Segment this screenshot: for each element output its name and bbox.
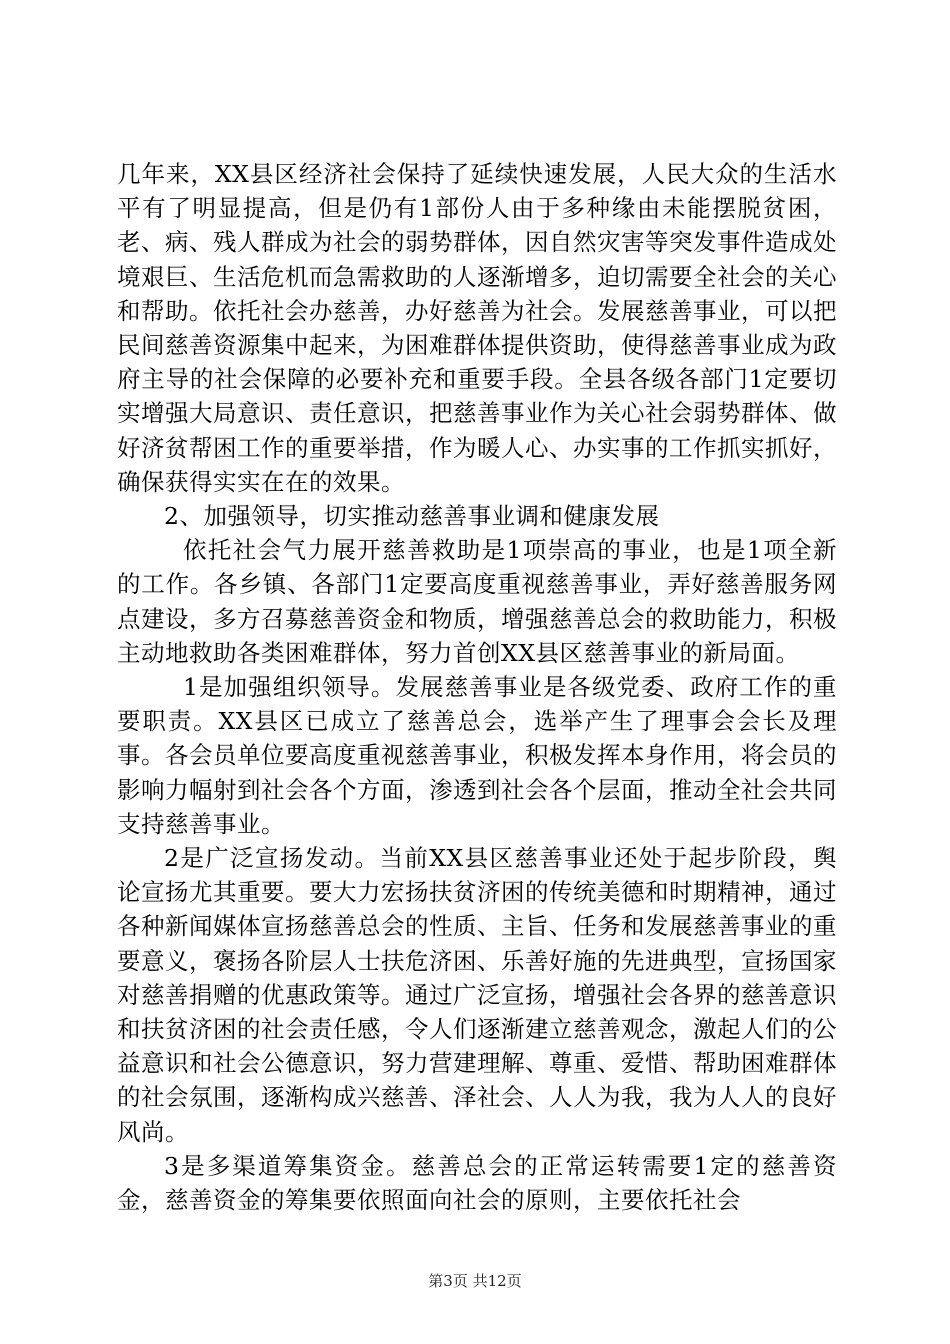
paragraph-publicity: 2是广泛宣扬发动。当前XX县区慈善事业还处于起步阶段，舆论宣扬尤其重要。要大力宏扬扶贫济困的传统美德和时期精神，通过各种新闻媒体宣扬慈善总会的性质、主旨、任务和发展慈善事业的重要意义，褒扬各阶层人士扶危济困、乐善好施的先进典型，宣扬国家对慈善捐赠的优惠政策等。通过广泛宣扬，增强社会各界的慈善意识和扶贫济困的社会责任感，令人们逐渐建立慈善观念，激起人们的公益意识和社会公德意识，努力营建理解、尊重、爱惜、帮助困难群体的社会氛围，逐渐构成兴慈善、泽社会、人人为我，我为人人的良好风尚。: [117, 844, 837, 1146]
paragraph-charity-relief: 依托社会气力展开慈善救助是1项崇高的事业，也是1项全新的工作。各乡镇、各部门1定要高度重视慈善事业，弄好慈善服务网点建设，多方召募慈善资金和物质，增强慈善总会的救助能力，积极主动地救助各类困难群体，努力首创XX县区慈善事业的新局面。: [117, 536, 837, 667]
paragraph-organization-leadership: 1是加强组织领导。发展慈善事业是各级党委、政府工作的重要职责。XX县区已成立了慈善总会，选举产生了理事会会长及理事。各会员单位要高度重视慈善事业，积极发挥本身作用，将会员的影响力幅射到社会各个方面，渗透到社会各个层面，推动全社会共同支持慈善事业。: [117, 673, 837, 838]
page-number-footer: 第3页 共12页: [428, 1272, 522, 1290]
section-heading-leadership: 2、加强领导，切实推动慈善事业调和健康发展: [164, 502, 660, 531]
document-body: [117, 157, 837, 1217]
paragraph-development-overview: 几年来，XX县区经济社会保持了延续快速发展，人民大众的生活水平有了明显提高，但是仍有1部份人由于多种缘由未能摆脱贫困，老、病、残人群成为社会的弱势群体，因自然灾害等突发事件造成处境艰巨、生活危机而急需救助的人逐渐增多，迫切需要全社会的关心和帮助。依托社会办慈善，办好慈善为社会。发展慈善事业，可以把民间慈善资源集中起来，为困难群体提供资助，使得慈善事业成为政府主导的社会保障的必要补充和重要手段。全县各级各部门1定要切实增强大局意识、责任意识，把慈善事业作为关心社会弱势群体、做好济贫帮困工作的重要举措，作为暖人心、办实事的工作抓实抓好，确保获得实实在在的效果。: [117, 160, 837, 496]
paragraph-fundraising: 3是多渠道筹集资金。慈善总会的正常运转需要1定的慈善资金，慈善资金的筹集要依照面向社会的原则，主要依托社会: [117, 1151, 837, 1215]
